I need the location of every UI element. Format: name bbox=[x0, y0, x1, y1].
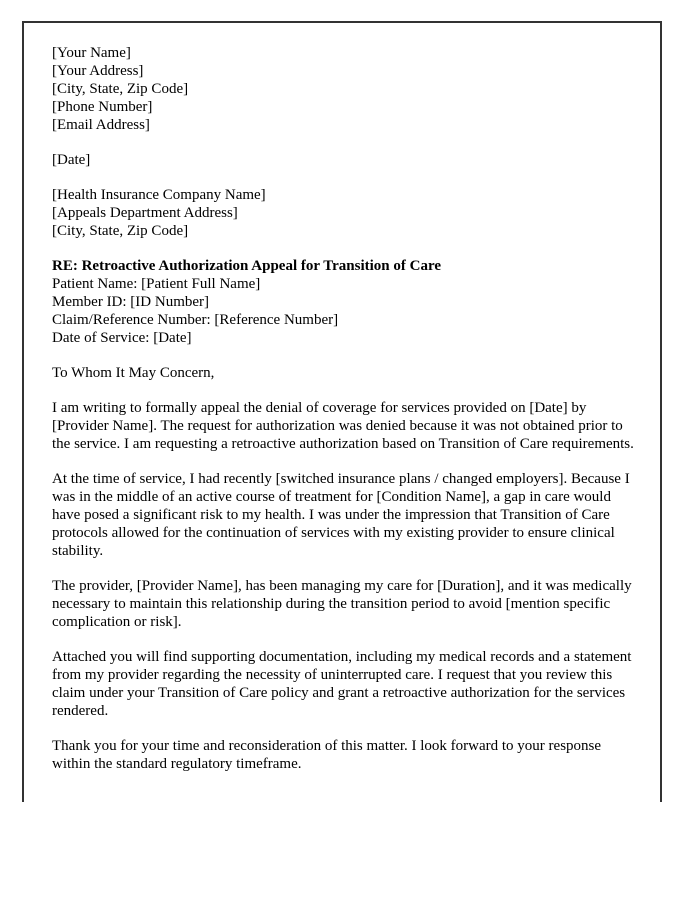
body-paragraph-3 bbox=[52, 577, 642, 631]
letter-content bbox=[24, 23, 660, 773]
letter-date: [Date] bbox=[52, 152, 91, 168]
subject-reference-block bbox=[52, 257, 642, 347]
paragraph-text: At the time of service, I had recently [switched insurance plans / changed employers]. Because I was in the middle of an active course of treatment for [Condition Name], a gap in care would have posed a significant risk to my health. I was under the impression that Transition of Care protocols allowed for the continuation of services with my existing provider to ensure clinical stability. bbox=[52, 471, 630, 559]
body-paragraph-2 bbox=[52, 470, 642, 560]
sender-phone: [Phone Number] bbox=[52, 99, 153, 115]
salutation-line: To Whom It May Concern, bbox=[52, 365, 215, 381]
sender-address-block bbox=[52, 44, 642, 134]
recipient-city-state-zip: [City, State, Zip Code] bbox=[52, 223, 189, 239]
sender-city-state-zip: [City, State, Zip Code] bbox=[52, 81, 189, 97]
reference-claim-number: Claim/Reference Number: [Reference Number] bbox=[52, 312, 339, 328]
reference-patient-name: Patient Name: [Patient Full Name] bbox=[52, 276, 261, 292]
paragraph-text: The provider, [Provider Name], has been managing my care for [Duration], and it was medically necessary to maintain this relationship during the transition period to avoid [mention specific complication or risk]. bbox=[52, 578, 632, 630]
subject-line: RE: Retroactive Authorization Appeal for Transition of Care bbox=[52, 258, 442, 274]
paragraph-text: Attached you will find supporting documentation, including my medical records and a statement from my provider regarding the necessity of uninterrupted care. I request that you review this claim under your Transition of Care policy and grant a retroactive authorization for the services rendered. bbox=[52, 649, 632, 719]
recipient-company: [Health Insurance Company Name] bbox=[52, 187, 266, 203]
reference-date-of-service: Date of Service: [Date] bbox=[52, 330, 192, 346]
letter-page bbox=[22, 21, 662, 802]
sender-email: [Email Address] bbox=[52, 117, 150, 133]
recipient-address-block bbox=[52, 186, 642, 240]
salutation bbox=[52, 364, 642, 382]
sender-name: [Your Name] bbox=[52, 45, 131, 61]
paragraph-text: Thank you for your time and reconsideration of this matter. I look forward to your response within the standard regulatory timeframe. bbox=[52, 738, 602, 772]
body-paragraph-4 bbox=[52, 648, 642, 720]
sender-address: [Your Address] bbox=[52, 63, 144, 79]
reference-member-id: Member ID: [ID Number] bbox=[52, 294, 210, 310]
body-paragraph-5 bbox=[52, 737, 642, 773]
date-block bbox=[52, 151, 642, 169]
body-paragraph-1 bbox=[52, 399, 642, 453]
paragraph-text: I am writing to formally appeal the denial of coverage for services provided on [Date] by [Provider Name]. The request for authorization was denied because it was not obtained prior to the service. I am requesting a retroactive authorization based on Transition of Care requirements. bbox=[52, 400, 634, 452]
recipient-department: [Appeals Department Address] bbox=[52, 205, 238, 221]
